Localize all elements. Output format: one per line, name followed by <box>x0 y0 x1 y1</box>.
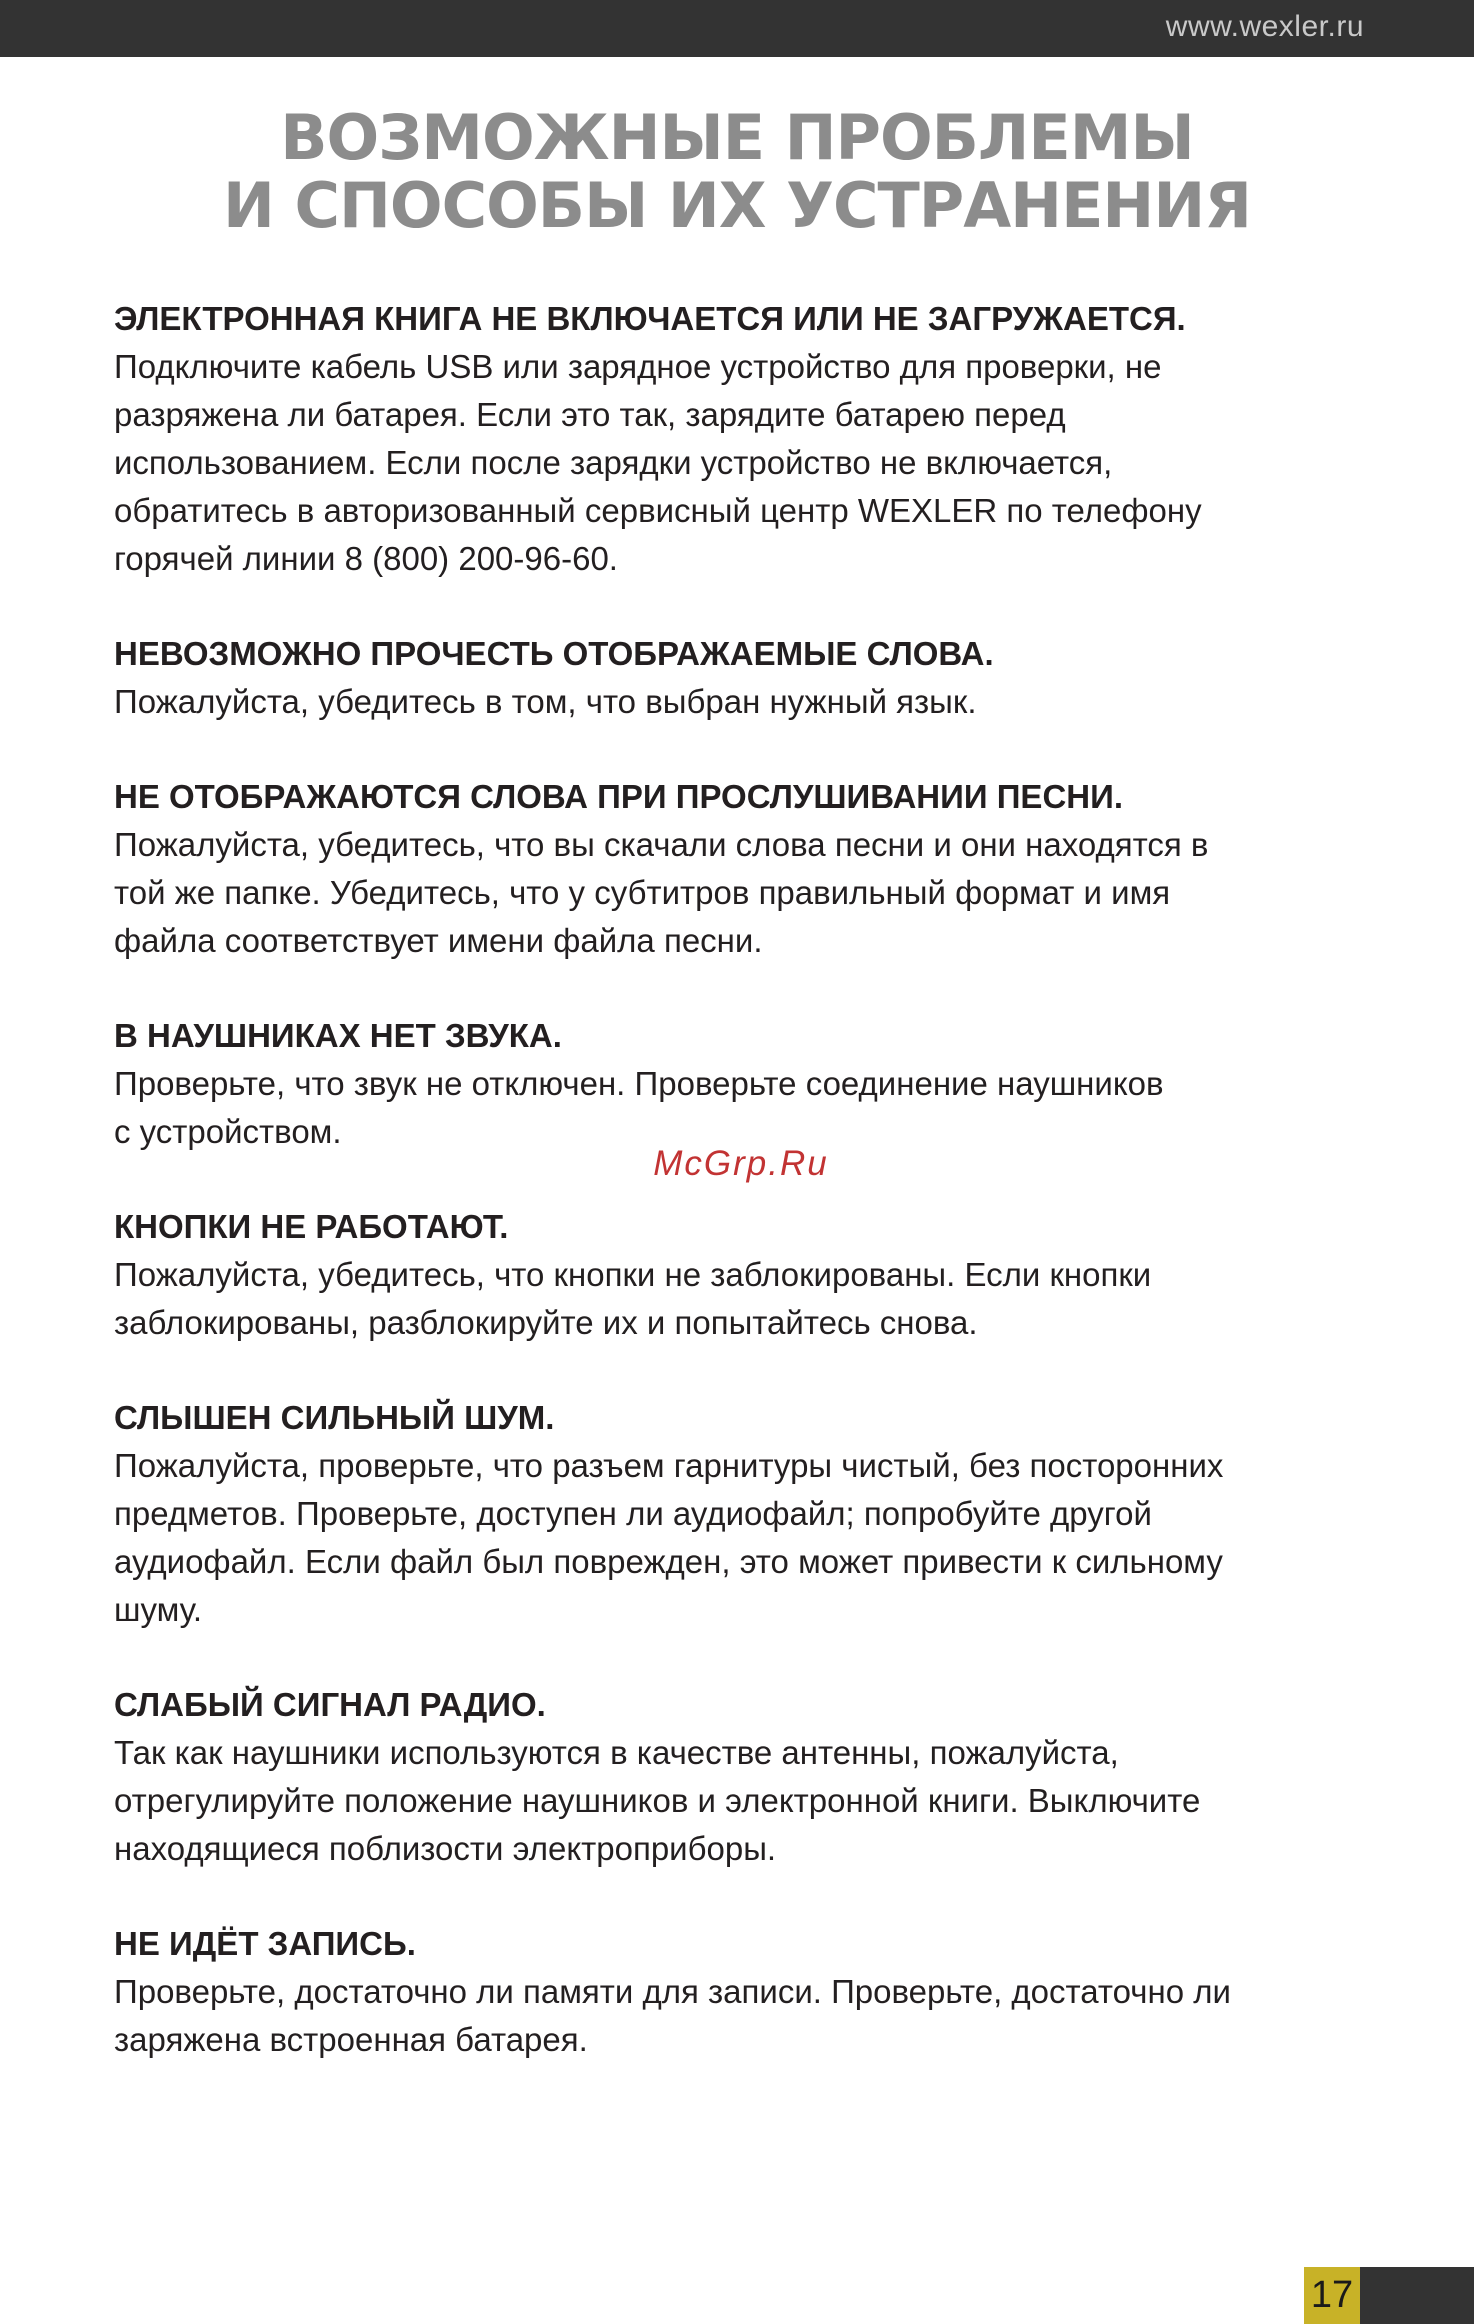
solution-line: горячей линии 8 (800) 200-96-60. <box>114 540 618 577</box>
site-url: www.wexler.ru <box>1165 10 1364 43</box>
solution-line: заблокированы, разблокируйте их и попытайтесь снова. <box>114 1304 978 1341</box>
solution-line: шуму. <box>114 1591 203 1628</box>
solution-text <box>114 1442 1354 1634</box>
troubleshooting-item <box>114 1012 1354 1156</box>
solution-line: файла соответствует имени файла песни. <box>114 922 763 959</box>
troubleshooting-item <box>114 630 1354 726</box>
solution-text <box>114 1729 1354 1873</box>
page-title-line-2: И СПОСОБЫ ИХ УСТРАНЕНИЯ <box>223 169 1251 242</box>
solution-text <box>114 343 1354 583</box>
troubleshooting-item <box>114 773 1354 965</box>
watermark: McGrp.Ru <box>653 1144 829 1183</box>
solution-line: Так как наушники используются в качестве антенны, пожалуйста, <box>114 1734 1119 1771</box>
solution-line: обратитесь в авторизованный сервисный центр WEXLER по телефону <box>114 492 1202 529</box>
page-number: 17 <box>1304 2267 1360 2324</box>
page-title-line-1: ВОЗМОЖНЫЕ ПРОБЛЕМЫ <box>280 101 1194 174</box>
solution-line: заряжена встроенная батарея. <box>114 2021 588 2058</box>
solution-line: использованием. Если после зарядки устройство не включается, <box>114 444 1113 481</box>
problem-heading: СЛАБЫЙ СИГНАЛ РАДИО. <box>114 1686 546 1723</box>
solution-line: Подключите кабель USB или зарядное устройство для проверки, не <box>114 348 1162 385</box>
solution-text <box>114 1251 1354 1347</box>
troubleshooting-item <box>114 1203 1354 1347</box>
solution-text <box>114 1968 1354 2064</box>
solution-line: той же папке. Убедитесь, что у субтитров правильный формат и имя <box>114 874 1171 911</box>
solution-line: Пожалуйста, убедитесь в том, что выбран нужный язык. <box>114 683 977 720</box>
troubleshooting-item <box>114 1681 1354 1873</box>
solution-line: Проверьте, что звук не отключен. Проверьте соединение наушников <box>114 1065 1164 1102</box>
troubleshooting-item <box>114 1394 1354 1634</box>
problem-heading: КНОПКИ НЕ РАБОТАЮТ. <box>114 1208 509 1245</box>
solution-line: Пожалуйста, убедитесь, что вы скачали слова песни и они находятся в <box>114 826 1209 863</box>
problem-heading: ЭЛЕКТРОННАЯ КНИГА НЕ ВКЛЮЧАЕТСЯ ИЛИ НЕ ЗАГРУЖАЕТСЯ. <box>114 300 1186 337</box>
solution-line: предметов. Проверьте, доступен ли аудиофайл; попробуйте другой <box>114 1495 1152 1532</box>
page-title <box>0 101 1474 242</box>
solution-line: разряжена ли батарея. Если это так, зарядите батарею перед <box>114 396 1066 433</box>
footer-bar <box>1360 2267 1474 2324</box>
troubleshooting-item <box>114 1920 1354 2064</box>
solution-line: аудиофайл. Если файл был поврежден, это может привести к сильному <box>114 1543 1223 1580</box>
troubleshooting-list <box>114 295 1354 2111</box>
problem-heading: СЛЫШЕН СИЛЬНЫЙ ШУМ. <box>114 1399 555 1436</box>
solution-line: Пожалуйста, убедитесь, что кнопки не заблокированы. Если кнопки <box>114 1256 1152 1293</box>
problem-heading: НЕ ИДЁТ ЗАПИСЬ. <box>114 1925 416 1962</box>
solution-line: Пожалуйста, проверьте, что разъем гарнитуры чистый, без посторонних <box>114 1447 1224 1484</box>
header-bar <box>0 0 1474 57</box>
solution-text <box>114 678 1354 726</box>
problem-heading: НЕ ОТОБРАЖАЮТСЯ СЛОВА ПРИ ПРОСЛУШИВАНИИ ПЕСНИ. <box>114 778 1123 815</box>
solution-line: с устройством. <box>114 1113 342 1150</box>
problem-heading: В НАУШНИКАХ НЕТ ЗВУКА. <box>114 1017 562 1054</box>
solution-line: Проверьте, достаточно ли памяти для записи. Проверьте, достаточно ли <box>114 1973 1231 2010</box>
solution-line: отрегулируйте положение наушников и электронной книги. Выключите <box>114 1782 1201 1819</box>
solution-text <box>114 821 1354 965</box>
problem-heading: НЕВОЗМОЖНО ПРОЧЕСТЬ ОТОБРАЖАЕМЫЕ СЛОВА. <box>114 635 994 672</box>
solution-line: находящиеся поблизости электроприборы. <box>114 1830 777 1867</box>
troubleshooting-item <box>114 295 1354 583</box>
